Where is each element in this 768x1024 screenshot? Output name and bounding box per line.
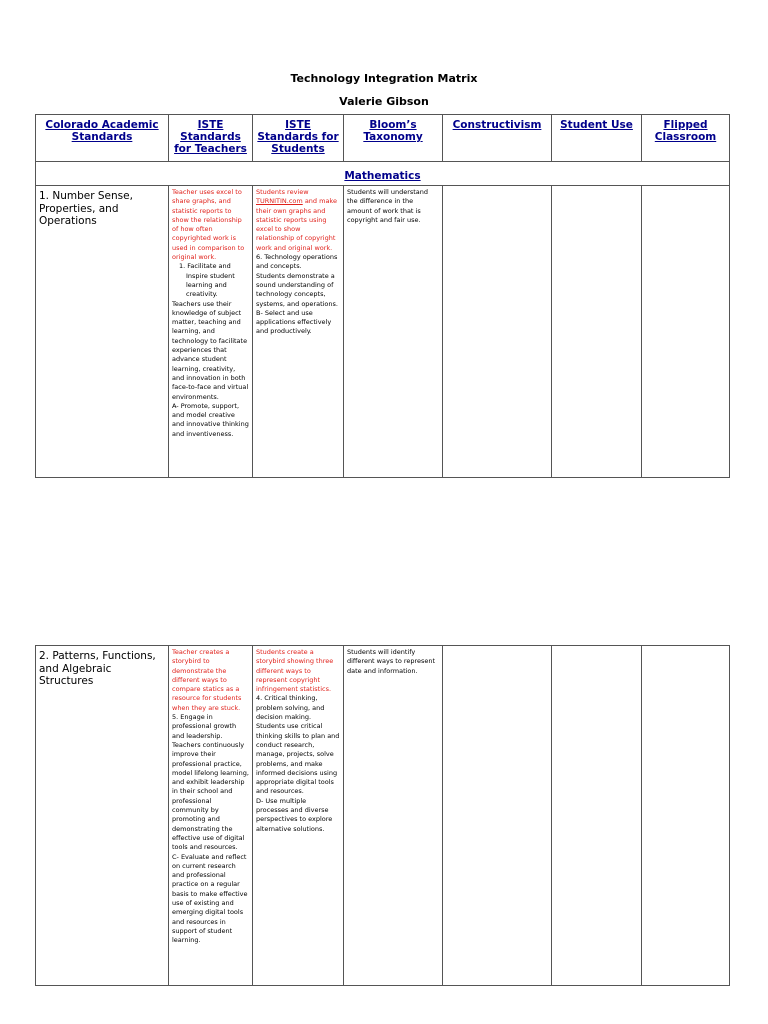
student-standard-body: Students use critical thinking skills to plan and conduct research, manage, projects, solve problems, and make informed decisions using appropriate digital tools and resources.: [256, 722, 340, 796]
iste-teachers-cell: [169, 186, 253, 478]
blooms-cell: Students will identify different ways to represent date and information.: [344, 646, 443, 986]
student-use-cell: [552, 646, 642, 986]
student-activity-post: and make their own graphs and statistic reports using excel to show relationship of copyright work and original work.: [256, 197, 337, 252]
header-row: [36, 115, 730, 162]
standard-cell: 1. Number Sense, Properties, and Operations: [36, 186, 169, 478]
subject-heading[interactable]: Mathematics: [344, 170, 421, 182]
document-author: Valerie Gibson: [339, 95, 429, 108]
subject-row: [36, 162, 730, 186]
flipped-classroom-cell: [642, 646, 730, 986]
standard-cell: 2. Patterns, Functions, and Algebraic Structures: [36, 646, 169, 986]
iste-students-cell: [253, 186, 344, 478]
col-header-blooms[interactable]: Bloom’s Taxonomy: [344, 115, 443, 162]
iste-students-cell: [253, 646, 344, 986]
constructivism-cell: [443, 186, 552, 478]
student-standard-item: 6. Technology operations and concepts.: [256, 253, 338, 271]
teacher-standard-item: 1. Facilitate and Inspire student learning and creativity.: [179, 262, 235, 299]
student-use-cell: [552, 186, 642, 478]
teacher-standard-sub: A- Promote, support, and model creative and innovative thinking and inventiveness.: [172, 401, 249, 438]
constructivism-cell: [443, 646, 552, 986]
col-header-iste-teachers[interactable]: ISTE Standards for Teachers: [169, 115, 253, 162]
matrix-table-page-2: [35, 645, 730, 986]
col-header-flipped-classroom[interactable]: Flipped Classroom: [642, 115, 730, 162]
student-standard-sub: B- Select and use applications effectively and productively.: [256, 308, 332, 336]
student-activity-pre: Students review: [256, 188, 309, 196]
table-row: [36, 646, 730, 986]
student-activity: Students create a storybird showing three different ways to represent copyright infringement statistics.: [256, 648, 334, 694]
turnitin-link[interactable]: TURNITIN.com: [256, 197, 303, 206]
student-activity: [256, 188, 340, 253]
iste-teachers-cell: [169, 646, 253, 986]
col-header-colorado-standards[interactable]: Colorado Academic Standards: [36, 115, 169, 162]
table-row: [36, 186, 730, 478]
student-standard-sub: D- Use multiple processes and diverse perspectives to explore alternative solutions.: [256, 796, 333, 833]
document-title: Technology Integration Matrix: [290, 72, 478, 85]
teacher-standard-item: 5. Engage in professional growth and leadership.: [172, 713, 237, 740]
student-standard-body: Students demonstrate a sound understanding of technology concepts, systems, and operations.: [256, 271, 338, 308]
col-header-constructivism[interactable]: Constructivism: [443, 115, 552, 162]
col-header-student-use[interactable]: Student Use: [552, 115, 642, 162]
flipped-classroom-cell: [642, 186, 730, 478]
teacher-activity: Teacher uses excel to share graphs, and statistic reports to show the relationship of how often copyrighted work is used in comparison to original work.: [172, 188, 245, 262]
teacher-standard-body: Teachers continuously improve their professional practice, model lifelong learning, and exhibit leadership in their school and professional community by promoting and demonstrating the effective use of digital tools and resources.: [172, 740, 249, 852]
teacher-standard-body: Teachers use their knowledge of subject matter, teaching and learning, and technology to facilitate experiences that advance student learning, creativity, and innovation in both face-to-face and virtual environments.: [172, 299, 249, 401]
matrix-table-page-1: [35, 114, 730, 478]
blooms-cell: Students will understand the difference in the amount of work that is copyright and fair use.: [344, 186, 443, 478]
teacher-standard-sub: C- Evaluate and reflect on current research and professional practice on a regular basis to make effective use of existing and emerging digital tools and resources in support of student learning.: [172, 852, 248, 945]
student-standard-item: 4. Critical thinking, problem solving, and decision making.: [256, 694, 325, 722]
col-header-iste-students[interactable]: ISTE Standards for Students: [253, 115, 344, 162]
teacher-activity: Teacher creates a storybird to demonstrate the different ways to compare statics as a resource for students when they are stuck.: [172, 648, 242, 712]
